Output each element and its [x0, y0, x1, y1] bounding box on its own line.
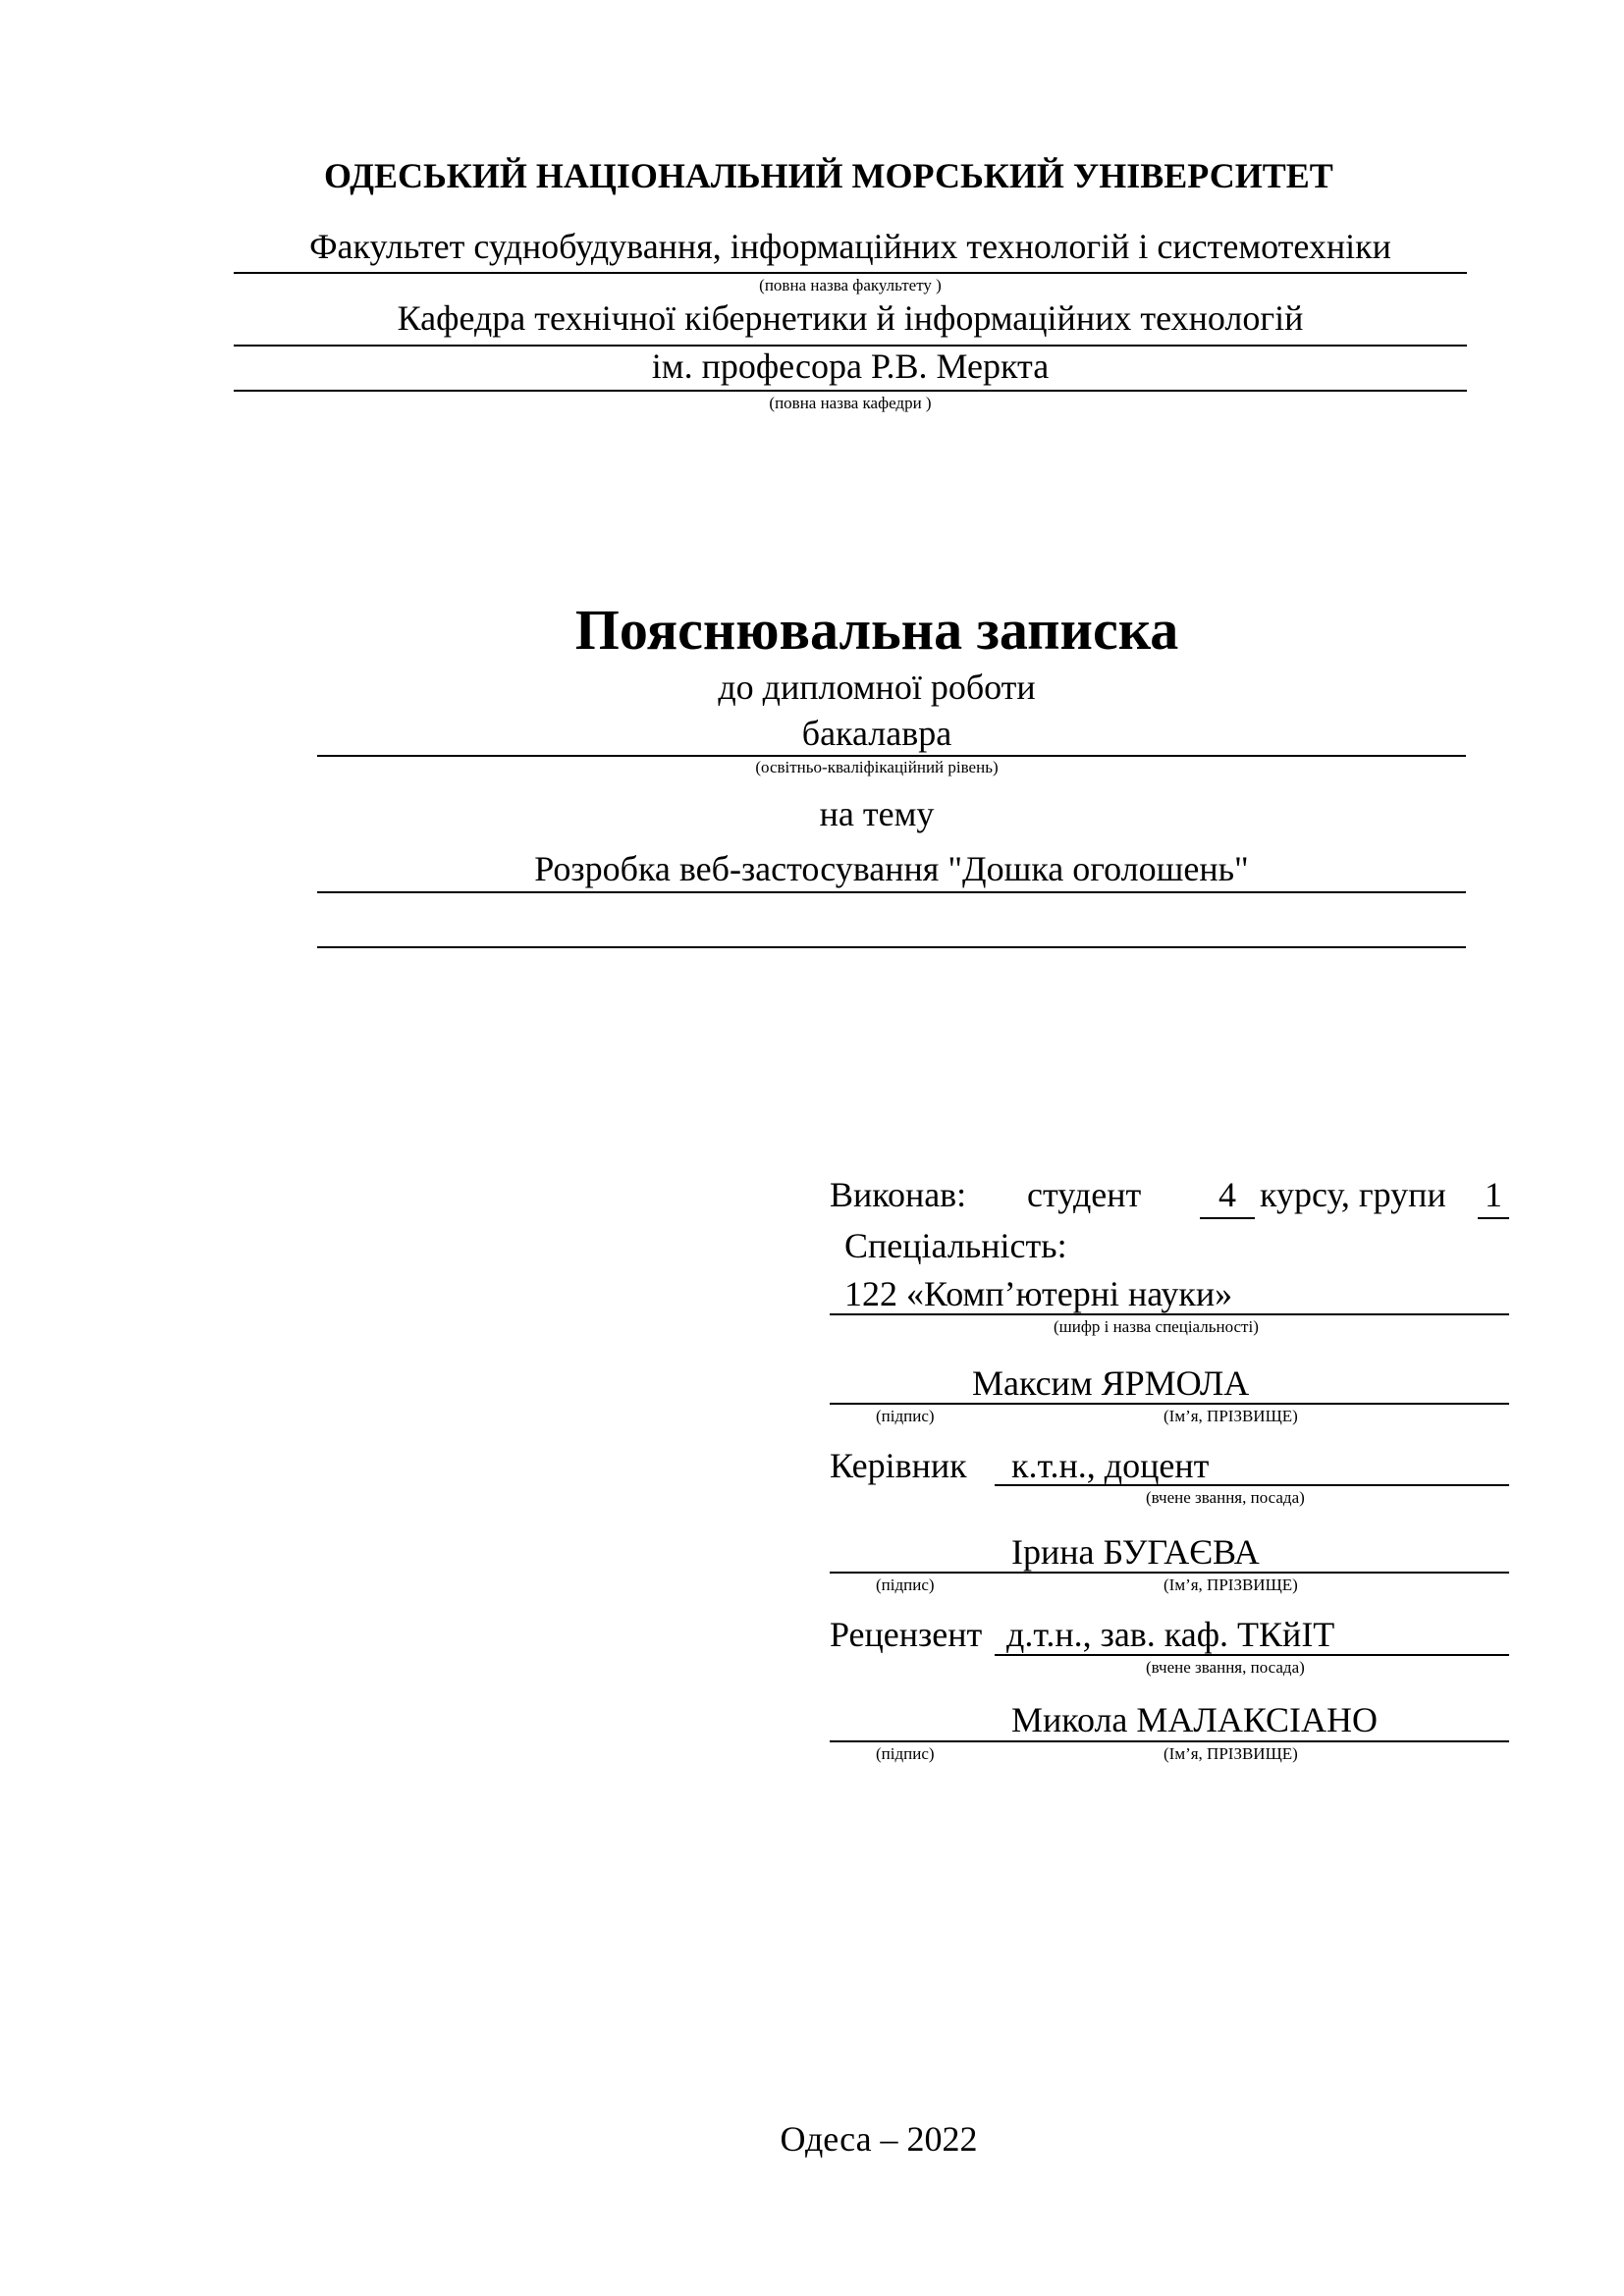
specialty-underline	[830, 1313, 1509, 1315]
department-name-line1: Кафедра технічної кібернетики й інформаційних технологій	[397, 298, 1304, 338]
course-underline	[1200, 1217, 1255, 1219]
student-label: студент	[1027, 1175, 1142, 1214]
supervisor-signature-caption: (підпис)	[876, 1575, 935, 1594]
course-group-label: курсу, групи	[1260, 1175, 1446, 1214]
reviewer-title-caption: (вчене звання, посада)	[1146, 1658, 1305, 1677]
supervisor-title: к.т.н., доцент	[1011, 1446, 1210, 1485]
university-name: ОДЕСЬКИЙ НАЦІОНАЛЬНИЙ МОРСЬКИЙ УНІВЕРСИТЕТ	[324, 156, 1333, 195]
supervisor-title-underline	[995, 1484, 1509, 1486]
city-year: Одеса – 2022	[780, 2119, 978, 2159]
supervisor-name-underline	[830, 1572, 1509, 1574]
student-name-underline	[830, 1403, 1509, 1405]
specialty-caption: (шифр і назва спеціальності)	[1054, 1317, 1259, 1336]
reviewer-title: д.т.н., зав. каф. ТКйІТ	[1006, 1615, 1335, 1654]
supervisor-name-caption: (Ім’я, ПРІЗВИЩЕ)	[1164, 1575, 1298, 1594]
student-signature-caption: (підпис)	[876, 1407, 935, 1425]
student-name: Максим ЯРМОЛА	[972, 1363, 1250, 1403]
reviewer-title-underline	[995, 1654, 1509, 1656]
department-underline-2	[234, 390, 1467, 392]
theme-underline-1	[317, 891, 1466, 893]
supervisor-title-caption: (вчене звання, посада)	[1146, 1488, 1305, 1507]
reviewer-name: Микола МАЛАКСІАНО	[1011, 1700, 1378, 1739]
document-subtitle: до дипломної роботи	[718, 667, 1036, 707]
department-caption: (повна назва кафедри )	[769, 394, 932, 412]
specialty-value: 122 «Комп’ютерні науки»	[844, 1274, 1233, 1313]
course-value: 4	[1218, 1175, 1236, 1214]
group-value: 1	[1485, 1175, 1502, 1214]
specialty-label: Спеціальність:	[844, 1226, 1067, 1265]
qualification-level: бакалавра	[801, 714, 952, 753]
faculty-name: Факультет суднобудування, інформаційних технологій і системотехніки	[309, 227, 1391, 266]
reviewer-signature-caption: (підпис)	[876, 1744, 935, 1763]
supervisor-name: Ірина БУГАЄВА	[1011, 1532, 1260, 1572]
document-title: Пояснювальна записка	[574, 598, 1179, 662]
theme-underline-2	[317, 946, 1466, 948]
reviewer-label: Рецензент	[830, 1615, 983, 1654]
theme-title: Розробка веб-застосування "Дошка оголошень"	[534, 849, 1249, 888]
department-name-line2: ім. професора Р.В. Меркта	[651, 347, 1050, 386]
qualification-caption: (освітньо-кваліфікаційний рівень)	[755, 758, 999, 776]
theme-label: на тему	[819, 794, 935, 833]
reviewer-name-underline	[830, 1740, 1509, 1742]
supervisor-label: Керівник	[830, 1446, 967, 1485]
student-name-caption: (Ім’я, ПРІЗВИЩЕ)	[1164, 1407, 1298, 1425]
faculty-caption: (повна назва факультету )	[759, 276, 942, 294]
faculty-underline	[234, 272, 1467, 274]
reviewer-name-caption: (Ім’я, ПРІЗВИЩЕ)	[1164, 1744, 1298, 1763]
qualification-underline	[317, 755, 1466, 757]
group-underline	[1478, 1217, 1509, 1219]
performed-label: Виконав:	[830, 1175, 967, 1214]
